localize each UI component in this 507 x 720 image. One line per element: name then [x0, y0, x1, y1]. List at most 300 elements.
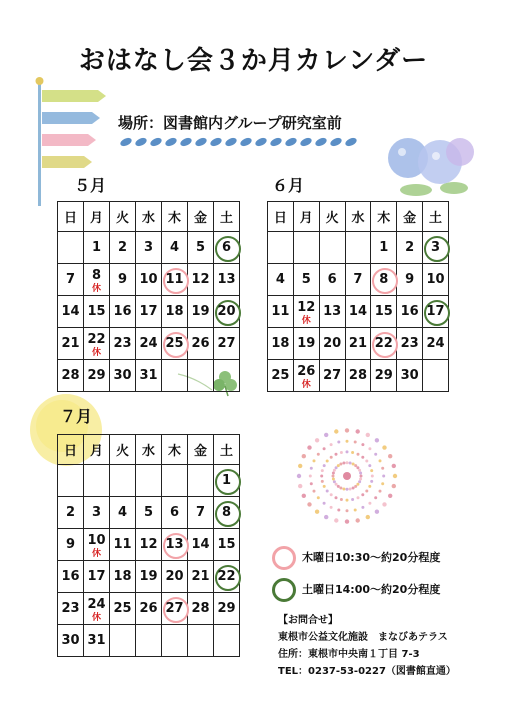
firework-spark — [359, 472, 362, 475]
day-cell — [214, 561, 240, 593]
firework-spark — [334, 429, 338, 433]
firework-spark — [354, 485, 357, 488]
day-cell — [319, 264, 345, 296]
day-number: 30 — [113, 368, 132, 383]
day-cell — [110, 296, 136, 328]
day-cell — [188, 465, 214, 497]
day-cell — [188, 529, 214, 561]
day-number: 16 — [61, 569, 80, 584]
day-number: 18 — [113, 569, 132, 584]
day-number: 6 — [169, 505, 180, 520]
day-number: 19 — [191, 304, 210, 319]
day-cell — [214, 529, 240, 561]
firework-spark — [361, 443, 364, 446]
firework-spark — [346, 488, 349, 491]
firework-spark — [330, 493, 333, 496]
day-number: 4 — [169, 240, 180, 255]
day-cell — [58, 232, 84, 264]
day-cell — [84, 360, 110, 392]
day-number: 25 — [165, 336, 184, 351]
day-number: 9 — [117, 272, 128, 287]
firework-spark — [307, 502, 311, 506]
firework-spark — [339, 463, 342, 466]
weekday-cell: 木 — [371, 202, 397, 232]
day-cell — [319, 328, 345, 360]
firework-spark — [334, 518, 338, 522]
day-cell — [110, 561, 136, 593]
day-number: 21 — [348, 336, 367, 351]
july-weekday-header — [58, 435, 240, 465]
hydrangea-flowers-icon — [376, 130, 476, 200]
firework-spark — [323, 485, 326, 488]
firework-spark — [368, 485, 371, 488]
firework-spark — [323, 502, 326, 505]
closed-day-mark: 休 — [91, 284, 102, 294]
day-number: 10 — [139, 272, 158, 287]
day-cell — [136, 593, 162, 625]
weekday-cell: 日 — [268, 202, 294, 232]
day-cell — [136, 465, 162, 497]
day-cell — [84, 497, 110, 529]
day-cell — [110, 264, 136, 296]
june-calendar — [267, 201, 449, 392]
day-cell — [371, 232, 397, 264]
july-week-row — [58, 593, 240, 625]
firework-spark — [349, 462, 352, 465]
firework-spark — [321, 480, 324, 483]
day-cell — [268, 264, 294, 296]
firework-spark — [359, 478, 362, 481]
firework-spark — [323, 464, 326, 467]
firework-spark — [361, 506, 364, 509]
day-number: 25 — [271, 368, 290, 383]
closed-day-mark: 休 — [301, 380, 311, 390]
day-cell — [58, 465, 84, 497]
day-cell — [371, 360, 397, 392]
day-cell — [214, 625, 240, 657]
firework-spark — [352, 487, 355, 490]
day-number: 24 — [426, 336, 445, 351]
firework-spark — [356, 429, 360, 433]
day-number: 3 — [431, 240, 441, 255]
day-cell — [423, 296, 449, 328]
day-number: 2 — [405, 240, 415, 255]
firework-spark — [368, 464, 371, 467]
day-number: 16 — [400, 304, 419, 319]
firework-spark — [313, 490, 316, 493]
day-number: 21 — [191, 569, 210, 584]
firework-spark — [388, 494, 392, 498]
firework-spark — [321, 469, 324, 472]
day-cell — [188, 497, 214, 529]
firework-spark — [315, 438, 319, 442]
weekday-cell: 月 — [293, 202, 319, 232]
day-number: 23 — [61, 601, 80, 616]
day-number: 1 — [91, 240, 102, 255]
day-cell — [110, 465, 136, 497]
day-cell — [188, 232, 214, 264]
day-number: 15 — [374, 304, 393, 319]
firework-spark — [342, 462, 345, 465]
day-number: 26 — [191, 336, 210, 351]
day-cell — [58, 360, 84, 392]
day-cell — [397, 328, 423, 360]
day-number: 13 — [165, 537, 184, 552]
day-number: 29 — [217, 601, 236, 616]
day-number: 23 — [113, 336, 132, 351]
firework-spark — [333, 469, 336, 472]
firework-spark — [375, 510, 379, 514]
closed-day-mark: 休 — [91, 613, 102, 623]
day-number: 19 — [297, 336, 316, 351]
day-cell — [345, 360, 371, 392]
day-cell — [162, 360, 188, 392]
venue-label: 場所：図書館内グループ研究室前 — [118, 114, 342, 132]
day-cell — [214, 465, 240, 497]
day-cell — [293, 232, 319, 264]
firework-spark — [349, 488, 352, 491]
firework-spark — [379, 490, 382, 493]
weekday-cell: 金 — [188, 435, 214, 465]
firework-spark — [356, 466, 359, 469]
firework-spark — [370, 480, 373, 483]
firework-spark — [375, 438, 379, 442]
firework-spark — [346, 509, 349, 512]
day-cell — [293, 328, 319, 360]
may-weekday-header — [58, 202, 240, 232]
firework-spark — [392, 484, 396, 488]
may-calendar — [57, 201, 240, 392]
day-number: 31 — [139, 368, 158, 383]
day-number: 12 — [139, 537, 158, 552]
day-number: 20 — [217, 304, 236, 319]
firework-spark — [340, 498, 343, 501]
day-number: 17 — [426, 304, 445, 319]
firework-spark — [379, 459, 382, 462]
firework-spark — [310, 482, 313, 485]
contact-facility: 東根市公益文化施設 まなびあテラス — [278, 632, 448, 643]
day-cell — [162, 561, 188, 593]
day-number: 18 — [165, 304, 184, 319]
day-cell — [136, 561, 162, 593]
firework-spark — [345, 519, 349, 523]
july-calendar — [57, 434, 240, 657]
day-cell — [371, 328, 397, 360]
day-number: 20 — [323, 336, 342, 351]
day-number: 2 — [65, 505, 76, 520]
day-cell — [268, 296, 294, 328]
day-cell — [162, 232, 188, 264]
day-cell — [319, 296, 345, 328]
firework-spark — [332, 472, 335, 475]
may-week-row — [58, 328, 240, 360]
firework-spark — [366, 433, 370, 437]
day-cell — [84, 593, 110, 625]
firework-spark — [382, 445, 386, 449]
day-number: 15 — [217, 537, 236, 552]
day-number: 11 — [165, 272, 184, 287]
day-cell — [84, 296, 110, 328]
day-number: 4 — [275, 272, 285, 287]
may-week-row — [58, 296, 240, 328]
firework-spark — [358, 469, 361, 472]
firework-spark — [342, 488, 345, 491]
day-number: 11 — [271, 304, 290, 319]
day-number: 29 — [87, 368, 106, 383]
firework-spark — [315, 510, 319, 514]
day-number: 1 — [221, 473, 232, 488]
day-cell — [319, 232, 345, 264]
day-number: 23 — [400, 336, 419, 351]
firework-spark — [335, 453, 338, 456]
firework-spark — [332, 475, 335, 478]
day-number: 12 — [191, 272, 210, 287]
day-cell — [293, 264, 319, 296]
firework-spark — [354, 441, 357, 444]
weekday-cell: 日 — [58, 202, 84, 232]
day-cell — [110, 529, 136, 561]
brush-stroke-divider — [118, 134, 368, 150]
day-cell — [268, 328, 294, 360]
weekday-cell: 木 — [162, 202, 188, 232]
day-number: 5 — [195, 240, 206, 255]
contact-info — [278, 612, 456, 680]
firework-spark — [320, 475, 323, 478]
day-cell — [293, 296, 319, 328]
day-cell — [214, 296, 240, 328]
day-cell — [371, 264, 397, 296]
day-number: 26 — [139, 601, 158, 616]
weekday-cell: 金 — [188, 202, 214, 232]
firework-spark — [335, 483, 338, 486]
day-number: 28 — [191, 601, 210, 616]
day-number: 24 — [87, 597, 106, 612]
day-cell — [84, 328, 110, 360]
firework-spark — [340, 451, 343, 454]
day-number: 21 — [61, 336, 80, 351]
day-number: 27 — [165, 601, 184, 616]
june-week-row — [268, 232, 449, 264]
day-cell — [162, 328, 188, 360]
july-week-row — [58, 625, 240, 657]
day-cell — [58, 328, 84, 360]
closed-day-mark: 休 — [91, 549, 102, 559]
day-cell — [423, 328, 449, 360]
day-cell — [110, 497, 136, 529]
legend-saturday — [272, 578, 440, 602]
day-cell — [84, 625, 110, 657]
may-week-row — [58, 360, 240, 392]
day-cell — [397, 360, 423, 392]
contact-heading: 【お問合せ】 — [278, 615, 338, 626]
day-cell — [162, 593, 188, 625]
firework-spark — [307, 445, 311, 449]
contact-tel: TEL：0237-53-0227（図書館直通） — [278, 666, 456, 677]
weekday-cell: 木 — [162, 435, 188, 465]
day-cell — [58, 529, 84, 561]
june-week-row — [268, 328, 449, 360]
firework-spark — [298, 484, 302, 488]
firework-spark — [354, 509, 357, 512]
day-number: 14 — [61, 304, 80, 319]
firework-spark — [368, 447, 371, 450]
day-cell — [214, 264, 240, 296]
firework-spark — [337, 464, 340, 467]
day-cell — [84, 232, 110, 264]
july-month-label: ７月 — [60, 407, 93, 426]
day-cell — [214, 360, 240, 392]
day-cell — [58, 497, 84, 529]
firework-spark — [370, 469, 373, 472]
firework-spark — [345, 428, 349, 432]
day-cell — [136, 360, 162, 392]
may-week-row — [58, 232, 240, 264]
day-cell — [188, 561, 214, 593]
weekday-cell: 水 — [345, 202, 371, 232]
weekday-cell: 火 — [319, 202, 345, 232]
july-week-row — [58, 529, 240, 561]
day-number: 3 — [91, 505, 102, 520]
day-cell — [136, 296, 162, 328]
june-weekday-header — [268, 202, 449, 232]
firework-spark — [324, 515, 328, 519]
day-cell — [162, 465, 188, 497]
legend-saturday-text: 土曜日14:00～約20分程度 — [302, 583, 441, 596]
firework-spark — [351, 451, 354, 454]
weekday-cell: 水 — [136, 202, 162, 232]
day-number: 2 — [117, 240, 128, 255]
july-week-row — [58, 465, 240, 497]
firework-spark — [381, 467, 384, 470]
day-number: 17 — [139, 304, 158, 319]
firework-spark — [337, 441, 340, 444]
may-month-label: ５月 — [74, 176, 107, 195]
day-number: 14 — [191, 537, 210, 552]
firework-spark — [335, 496, 338, 499]
day-number: 30 — [61, 633, 80, 648]
firework-spark — [388, 454, 392, 458]
day-number: 1 — [379, 240, 389, 255]
firework-spark — [352, 463, 355, 466]
day-number: 22 — [217, 569, 236, 584]
day-number: 3 — [143, 240, 154, 255]
day-number: 20 — [165, 569, 184, 584]
day-number: 5 — [143, 505, 154, 520]
firework-spark — [333, 480, 336, 483]
closed-day-mark: 休 — [91, 348, 102, 358]
day-cell — [188, 593, 214, 625]
day-cell — [345, 296, 371, 328]
firework-spark — [360, 475, 363, 478]
day-number: 27 — [217, 336, 236, 351]
firework-spark — [332, 478, 335, 481]
july-week-row — [58, 497, 240, 529]
firework-spark — [356, 483, 359, 486]
day-cell — [110, 625, 136, 657]
day-cell — [397, 264, 423, 296]
weekday-cell: 火 — [110, 202, 136, 232]
day-cell — [188, 264, 214, 296]
day-cell — [84, 465, 110, 497]
day-cell — [136, 328, 162, 360]
day-number: 7 — [65, 272, 76, 287]
firework-spark — [310, 467, 313, 470]
firework-spark — [317, 453, 320, 456]
day-cell — [162, 529, 188, 561]
day-cell — [162, 264, 188, 296]
firework-spark — [368, 502, 371, 505]
weekday-cell: 月 — [84, 202, 110, 232]
firework-spark — [330, 506, 333, 509]
page-title: おはなし会３か月カレンダー — [78, 46, 429, 76]
day-cell — [110, 360, 136, 392]
day-cell — [110, 232, 136, 264]
firework-spark — [324, 433, 328, 437]
day-number: 24 — [139, 336, 158, 351]
day-number: 13 — [217, 272, 236, 287]
day-number: 13 — [323, 304, 342, 319]
firework-spark — [382, 475, 385, 478]
day-number: 27 — [323, 368, 342, 383]
day-cell — [84, 529, 110, 561]
day-cell — [188, 360, 214, 392]
firework-spark — [337, 509, 340, 512]
day-number: 16 — [113, 304, 132, 319]
day-cell — [423, 232, 449, 264]
june-month-label: ６月 — [272, 176, 305, 195]
day-number: 26 — [297, 364, 316, 379]
weekday-cell: 水 — [136, 435, 162, 465]
firework-burst-icon — [282, 418, 412, 528]
firework-spark — [356, 518, 360, 522]
day-cell — [58, 625, 84, 657]
firework-spark — [354, 464, 357, 467]
day-cell — [58, 264, 84, 296]
firework-spark — [346, 461, 349, 464]
june-week-row — [268, 264, 449, 296]
day-cell — [345, 264, 371, 296]
day-cell — [110, 328, 136, 360]
day-number: 30 — [400, 368, 419, 383]
firework-spark — [339, 487, 342, 490]
day-number: 8 — [221, 505, 232, 520]
day-cell — [214, 497, 240, 529]
day-number: 4 — [117, 505, 128, 520]
day-cell — [162, 296, 188, 328]
day-cell — [136, 625, 162, 657]
day-cell — [423, 360, 449, 392]
day-cell — [188, 625, 214, 657]
firework-spark — [357, 453, 360, 456]
july-week-row — [58, 561, 240, 593]
day-number: 7 — [195, 505, 206, 520]
day-cell — [136, 529, 162, 561]
firework-spark — [374, 496, 377, 499]
firework-spark — [326, 490, 329, 493]
day-cell — [423, 264, 449, 296]
day-cell — [58, 593, 84, 625]
firework-spark — [330, 456, 333, 459]
day-cell — [188, 296, 214, 328]
day-number: 14 — [348, 304, 367, 319]
firework-spark — [381, 482, 384, 485]
firework-spark — [326, 460, 329, 463]
day-number: 10 — [87, 533, 106, 548]
firework-spark — [309, 475, 312, 478]
day-cell — [136, 264, 162, 296]
day-cell — [84, 561, 110, 593]
day-cell — [268, 232, 294, 264]
